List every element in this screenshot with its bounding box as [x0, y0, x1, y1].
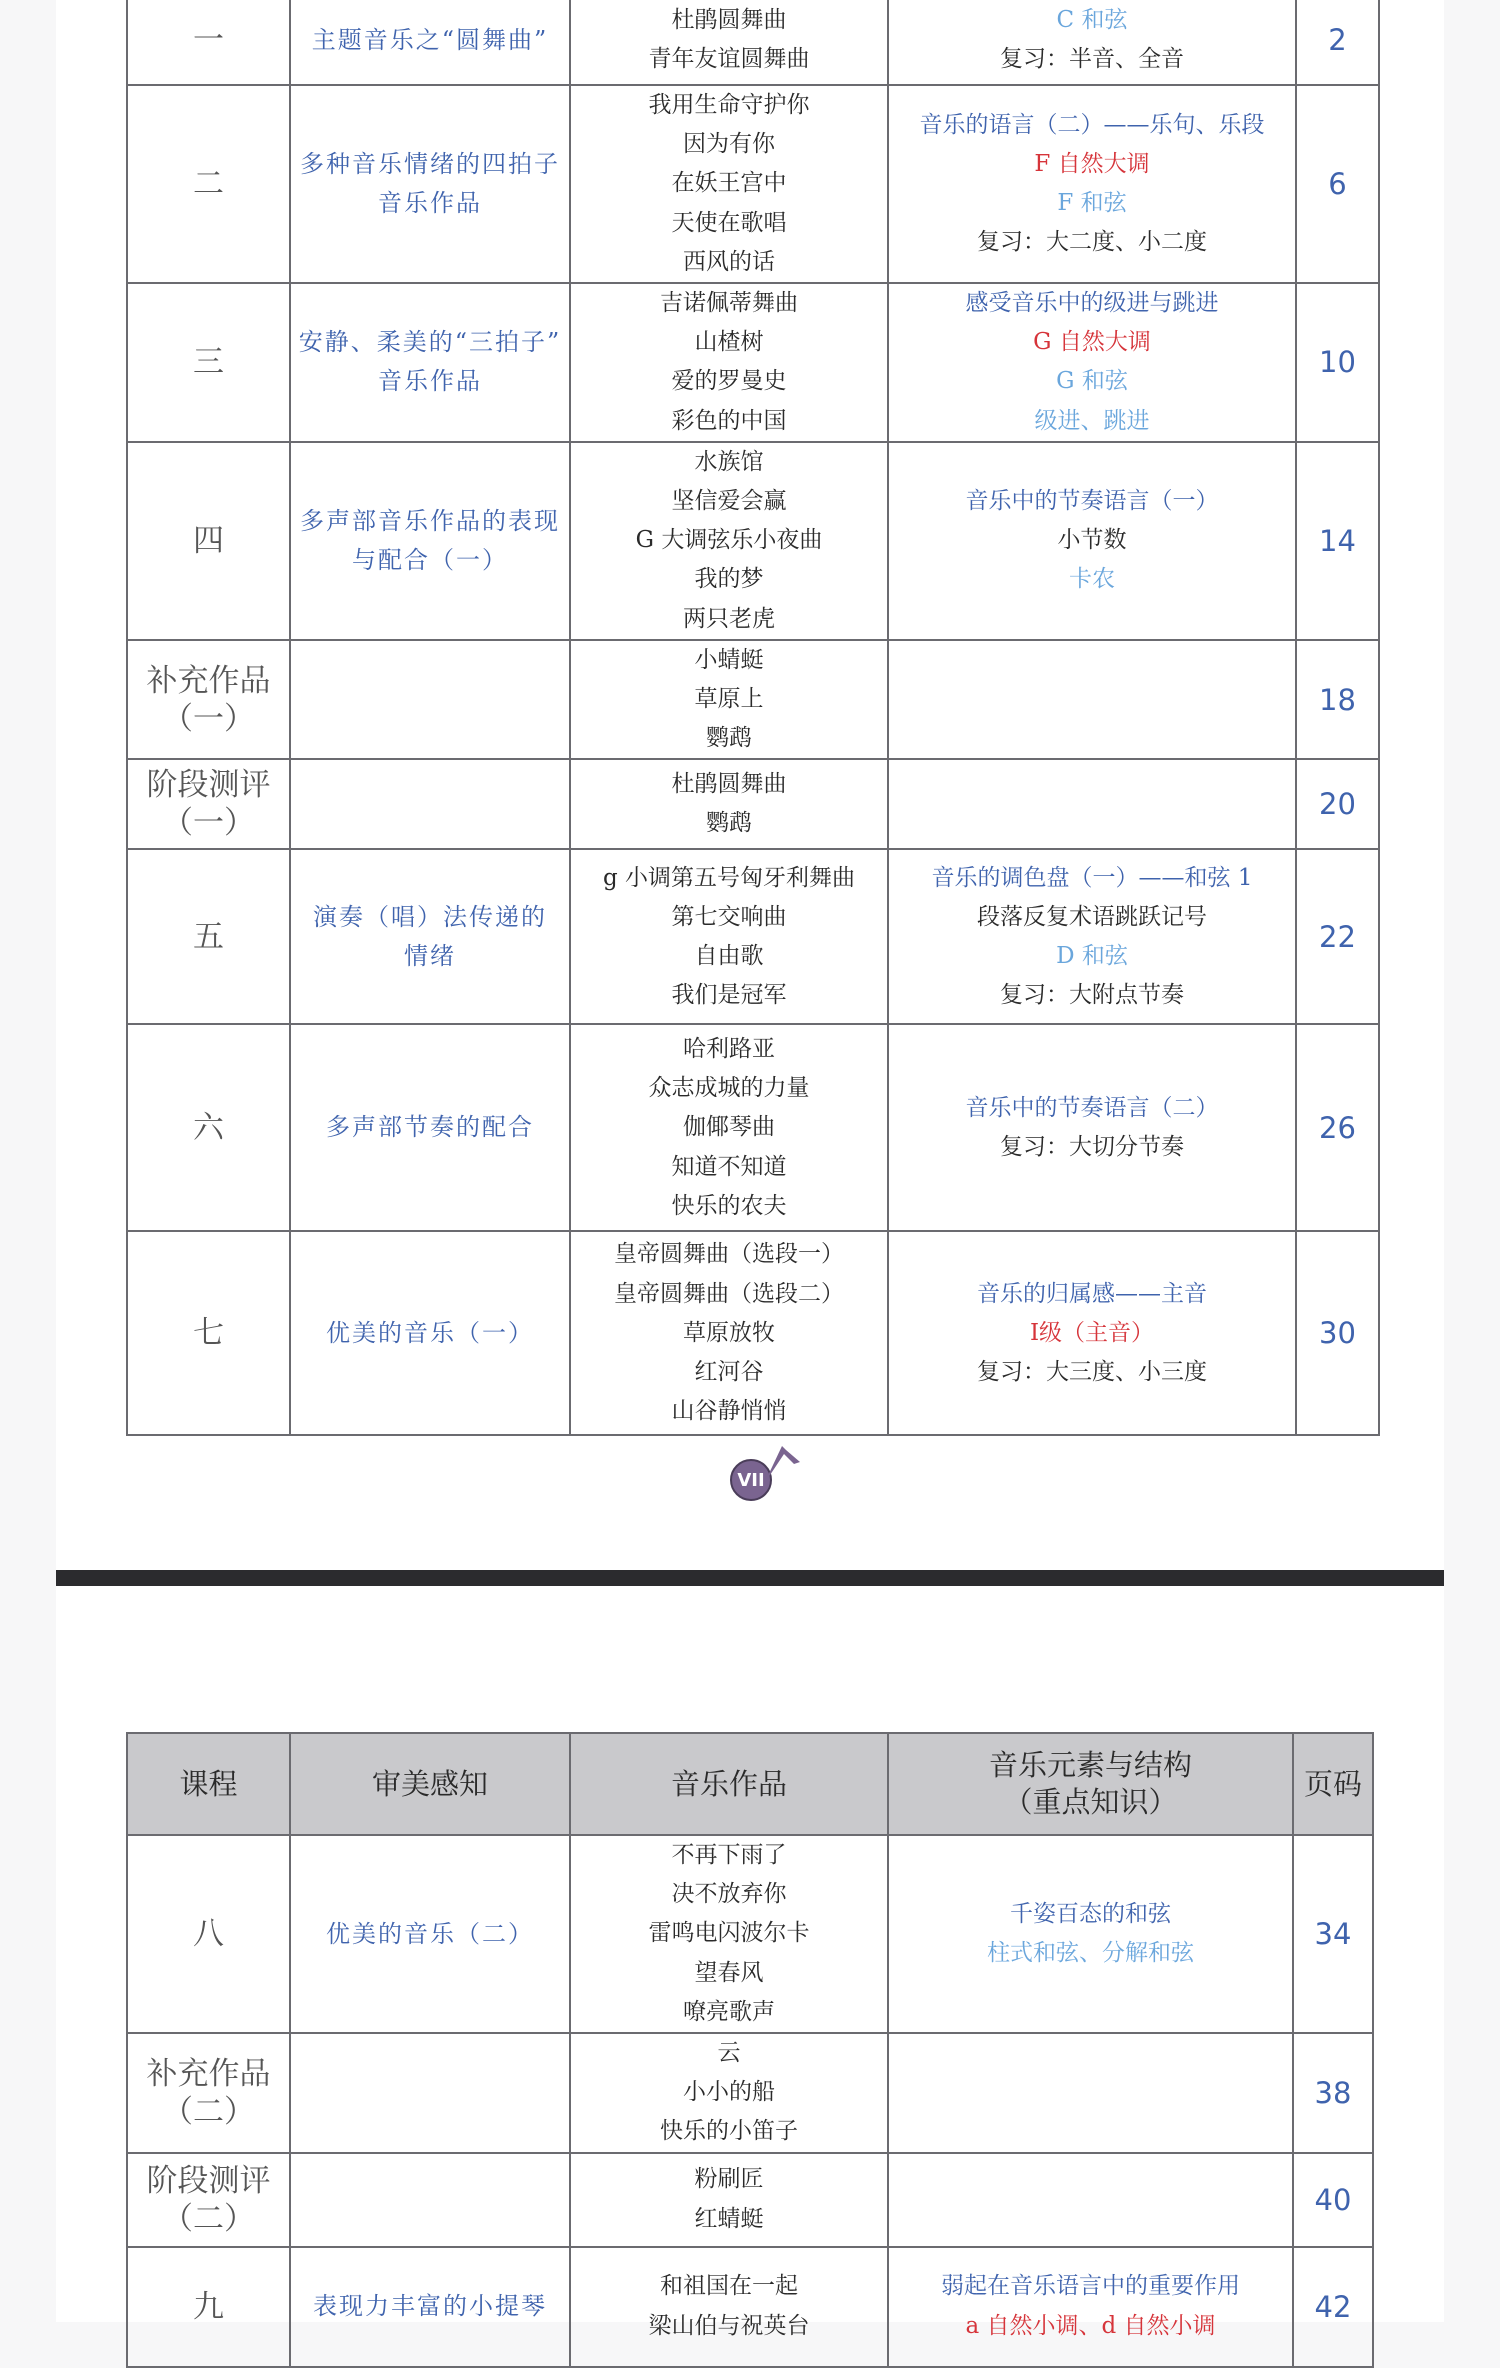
- element-line: 复习：大三度、小三度: [977, 1359, 1207, 1386]
- work-title: 快乐的小笛子: [660, 2118, 798, 2145]
- element-line: 小节数: [1057, 527, 1127, 554]
- theme-line: 多声部节奏的配合: [326, 1113, 534, 1142]
- theme-cell: [290, 2247, 570, 2367]
- element-line: C 和弦: [1056, 6, 1128, 33]
- work-title: 皇帝圆舞曲（选段二）: [614, 1280, 844, 1307]
- page-divider: [56, 1570, 1444, 1586]
- theme-cell: [290, 849, 570, 1024]
- lesson-label: 七: [193, 1315, 224, 1352]
- page-number-cell: 10: [1296, 283, 1379, 442]
- page-number-cell: 14: [1296, 442, 1379, 640]
- element-line: 卡农: [1069, 566, 1115, 593]
- toc-body-top: [127, 0, 1379, 1435]
- page-number-cell: 34: [1293, 1835, 1373, 2033]
- elements-cell: [888, 2247, 1293, 2367]
- works-cell: [570, 759, 888, 849]
- work-title: G 大调弦乐小夜曲: [635, 527, 823, 554]
- element-line: F 自然大调: [1034, 150, 1150, 177]
- page-number-cell: 26: [1296, 1024, 1379, 1231]
- element-line: 千姿百态的和弦: [1010, 1900, 1171, 1927]
- work-title: 我的梦: [694, 566, 764, 593]
- theme-cell: [290, 1024, 570, 1231]
- lesson-cell: [127, 0, 290, 85]
- work-title: 因为有你: [683, 131, 775, 158]
- theme-cell: [290, 1835, 570, 2033]
- work-title: 杜鹃圆舞曲: [671, 6, 787, 33]
- lesson-cell: [127, 759, 290, 849]
- elements-cell: [888, 2033, 1293, 2153]
- work-title: 知道不知道: [671, 1153, 787, 1180]
- element-line: 复习：大二度、小二度: [977, 229, 1207, 256]
- work-title: 快乐的农夫: [671, 1192, 787, 1219]
- elements-cell: [888, 283, 1296, 442]
- lesson-cell: [127, 640, 290, 760]
- lesson-label-line: （二）: [162, 2093, 255, 2130]
- lesson-label: 二: [193, 166, 224, 202]
- theme-line: 多声部音乐作品的表现: [300, 506, 560, 535]
- work-title: 坚信爱会赢: [671, 488, 787, 515]
- theme-cell: [290, 442, 570, 640]
- table-row: [127, 283, 1379, 442]
- elements-cell: [888, 640, 1296, 760]
- table-row: [127, 1024, 1379, 1231]
- element-line: 音乐的调色盘（一）——和弦 1: [931, 864, 1253, 891]
- works-cell: [570, 442, 888, 640]
- header-elements: [888, 1733, 1293, 1835]
- toc-table-bottom: [126, 1732, 1374, 2368]
- page-number-cell: 30: [1296, 1231, 1379, 1435]
- lesson-label-line: 阶段测评: [146, 2162, 271, 2199]
- work-title: 粉刷匠: [694, 2166, 764, 2193]
- theme-cell: [290, 1231, 570, 1435]
- table-row: [127, 2153, 1373, 2247]
- work-title: 在妖王宫中: [671, 170, 787, 197]
- lesson-label: 六: [193, 1109, 224, 1146]
- works-cell: [570, 1231, 888, 1435]
- page-number-cell: 42: [1293, 2247, 1373, 2367]
- theme-line: 演奏（唱）法传递的: [313, 902, 547, 931]
- works-cell: [570, 1024, 888, 1231]
- work-title: 哈利路亚: [683, 1035, 775, 1062]
- element-line: 弱起在音乐语言中的重要作用: [941, 2273, 1240, 2300]
- work-title: 鹦鹉: [706, 725, 752, 752]
- page-number-cell: 2: [1296, 0, 1379, 85]
- element-line: 音乐的归属感——主音: [977, 1280, 1207, 1307]
- work-title: 鹦鹉: [706, 810, 752, 837]
- elements-cell: [888, 442, 1296, 640]
- table-row: [127, 1835, 1373, 2033]
- lesson-label-line: （二）: [162, 2200, 255, 2237]
- work-title: 伽倻琴曲: [683, 1114, 775, 1141]
- theme-line: 多种音乐情绪的四拍子: [300, 150, 560, 178]
- theme-line: 情绪: [404, 941, 456, 970]
- lesson-label-line: 补充作品: [146, 662, 271, 699]
- works-cell: [570, 640, 888, 760]
- table-row: [127, 0, 1379, 85]
- header-theme: 审美感知: [290, 1733, 570, 1835]
- lesson-label: 八: [193, 1916, 224, 1952]
- work-title: 嘹亮歌声: [683, 1998, 775, 2025]
- work-title: 不再下雨了: [671, 1842, 787, 1868]
- element-line: 段落反复术语跳跃记号: [977, 903, 1207, 930]
- work-title: 小小的船: [683, 2079, 775, 2106]
- work-title: 梁山伯与祝英台: [648, 2312, 810, 2339]
- theme-line: 与配合（一）: [352, 545, 508, 574]
- element-line: G 自然大调: [1033, 329, 1151, 356]
- header-page: 页码: [1293, 1733, 1373, 1835]
- works-cell: [570, 0, 888, 85]
- element-line: G 和弦: [1056, 368, 1128, 395]
- element-line: 复习：大附点节奏: [1000, 982, 1184, 1009]
- element-line: Ⅰ级（主音）: [1029, 1319, 1155, 1346]
- element-line: 音乐中的节奏语言（二）: [965, 1094, 1219, 1121]
- lesson-label: 五: [193, 918, 224, 955]
- lesson-cell: [127, 442, 290, 640]
- table-row: [127, 2247, 1373, 2367]
- toc-table-top: [126, 0, 1380, 1436]
- theme-line: 安静、柔美的“三拍子”: [298, 328, 562, 357]
- table-row: [127, 759, 1379, 849]
- elements-cell: [888, 1231, 1296, 1435]
- theme-line: 音乐作品: [378, 189, 482, 217]
- work-title: 红蜻蜓: [694, 2205, 764, 2232]
- works-cell: [570, 2033, 888, 2153]
- element-line: D 和弦: [1056, 942, 1128, 969]
- work-title: 众志成城的力量: [648, 1075, 810, 1102]
- work-title: 和祖国在一起: [660, 2273, 798, 2300]
- lesson-label-line: （一）: [162, 805, 255, 842]
- page-number-cell: 6: [1296, 85, 1379, 283]
- work-title: 决不放弃你: [671, 1881, 787, 1908]
- page-number-cell: 38: [1293, 2033, 1373, 2153]
- element-line: 复习：大切分节奏: [1000, 1133, 1184, 1160]
- theme-cell: [290, 759, 570, 849]
- element-line: a 自然小调、d 自然小调: [965, 2312, 1216, 2339]
- work-title: 第七交响曲: [671, 903, 787, 930]
- table-row: [127, 85, 1379, 283]
- work-title: 山楂树: [694, 329, 764, 356]
- elements-cell: [888, 759, 1296, 849]
- theme-cell: [290, 2153, 570, 2247]
- lesson-label: 九: [193, 2288, 224, 2325]
- work-title: 我们是冠军: [671, 982, 787, 1009]
- work-title: 草原放牧: [683, 1319, 775, 1346]
- page-number-cell: 18: [1296, 640, 1379, 760]
- element-line: 复习：半音、全音: [1000, 46, 1184, 72]
- theme-line: 音乐作品: [378, 367, 482, 396]
- music-note-icon: [760, 1440, 820, 1490]
- elements-cell: [888, 849, 1296, 1024]
- work-title: 草原上: [694, 686, 764, 713]
- theme-line: 表现力丰富的小提琴: [313, 2292, 547, 2321]
- page-number: VII: [737, 1469, 765, 1491]
- page-number-cell: 40: [1293, 2153, 1373, 2247]
- lesson-label: 一: [193, 22, 224, 58]
- work-title: 青年友谊圆舞曲: [648, 46, 810, 72]
- elements-cell: [888, 1835, 1293, 2033]
- work-title: 吉诺佩蒂舞曲: [660, 290, 798, 317]
- toc-body-bottom: [127, 1835, 1373, 2367]
- element-line: 感受音乐中的级进与跳进: [965, 290, 1219, 317]
- work-title: 望春风: [694, 1959, 764, 1986]
- theme-cell: [290, 0, 570, 85]
- lesson-label-line: （一）: [162, 700, 255, 737]
- element-line: F 和弦: [1057, 190, 1127, 216]
- work-title: g 小调第五号匈牙利舞曲: [602, 864, 856, 891]
- lesson-cell: [127, 849, 290, 1024]
- theme-cell: [290, 640, 570, 760]
- element-line: 音乐的语言（二）——乐句、乐段: [919, 111, 1265, 138]
- work-title: 西风的话: [683, 248, 775, 275]
- lesson-cell: [127, 2247, 290, 2367]
- work-title: 彩色的中国: [671, 407, 787, 434]
- lesson-label-line: 补充作品: [146, 2055, 271, 2092]
- work-title: 天使在歌唱: [671, 209, 787, 236]
- work-title: 自由歌: [694, 942, 764, 969]
- theme-line: 优美的音乐（一）: [326, 1318, 534, 1347]
- header-elements-line: （重点知识）: [1003, 1785, 1178, 1819]
- theme-cell: [290, 2033, 570, 2153]
- work-title: 雷鸣电闪波尔卡: [648, 1920, 810, 1947]
- work-title: 山谷静悄悄: [671, 1398, 787, 1425]
- lesson-label: 四: [193, 522, 224, 559]
- element-line: 级进、跳进: [1034, 407, 1150, 434]
- lesson-cell: [127, 283, 290, 442]
- works-cell: [570, 2247, 888, 2367]
- works-cell: [570, 1835, 888, 2033]
- elements-cell: [888, 1024, 1296, 1231]
- theme-cell: [290, 85, 570, 283]
- table-row: [127, 2033, 1373, 2153]
- lesson-cell: [127, 1024, 290, 1231]
- works-cell: [570, 849, 888, 1024]
- table-row: [127, 442, 1379, 640]
- lesson-cell: [127, 85, 290, 283]
- elements-cell: [888, 2153, 1293, 2247]
- lesson-label: 三: [193, 344, 224, 381]
- lesson-cell: [127, 1835, 290, 2033]
- page-number-cell: 22: [1296, 849, 1379, 1024]
- header-works: 音乐作品: [570, 1733, 888, 1835]
- page-number-cell: 20: [1296, 759, 1379, 849]
- work-title: 水族馆: [694, 448, 764, 475]
- lesson-label-line: 阶段测评: [146, 767, 271, 804]
- header-elements-line: 音乐元素与结构: [988, 1748, 1192, 1782]
- work-title: 红河谷: [694, 1359, 764, 1386]
- element-line: 音乐中的节奏语言（一）: [965, 488, 1219, 515]
- elements-cell: [888, 0, 1296, 85]
- work-title: 杜鹃圆舞曲: [671, 771, 787, 798]
- work-title: 爱的罗曼史: [671, 368, 787, 395]
- elements-cell: [888, 85, 1296, 283]
- work-title: 云: [717, 2040, 741, 2067]
- table-row: [127, 1231, 1379, 1435]
- work-title: 皇帝圆舞曲（选段一）: [614, 1241, 844, 1268]
- table-row: [127, 849, 1379, 1024]
- work-title: 两只老虎: [683, 605, 775, 632]
- work-title: 我用生命守护你: [648, 92, 810, 118]
- theme-line: 主题音乐之“圆舞曲”: [311, 25, 549, 54]
- lesson-cell: [127, 1231, 290, 1435]
- header-lesson: 课程: [127, 1733, 290, 1835]
- lesson-cell: [127, 2033, 290, 2153]
- element-line: 柱式和弦、分解和弦: [987, 1940, 1194, 1966]
- works-cell: [570, 85, 888, 283]
- work-title: 小蜻蜓: [694, 646, 764, 673]
- theme-cell: [290, 283, 570, 442]
- lesson-cell: [127, 2153, 290, 2247]
- table-row: [127, 640, 1379, 760]
- theme-line: 优美的音乐（二）: [326, 1919, 534, 1948]
- works-cell: [570, 2153, 888, 2247]
- works-cell: [570, 283, 888, 442]
